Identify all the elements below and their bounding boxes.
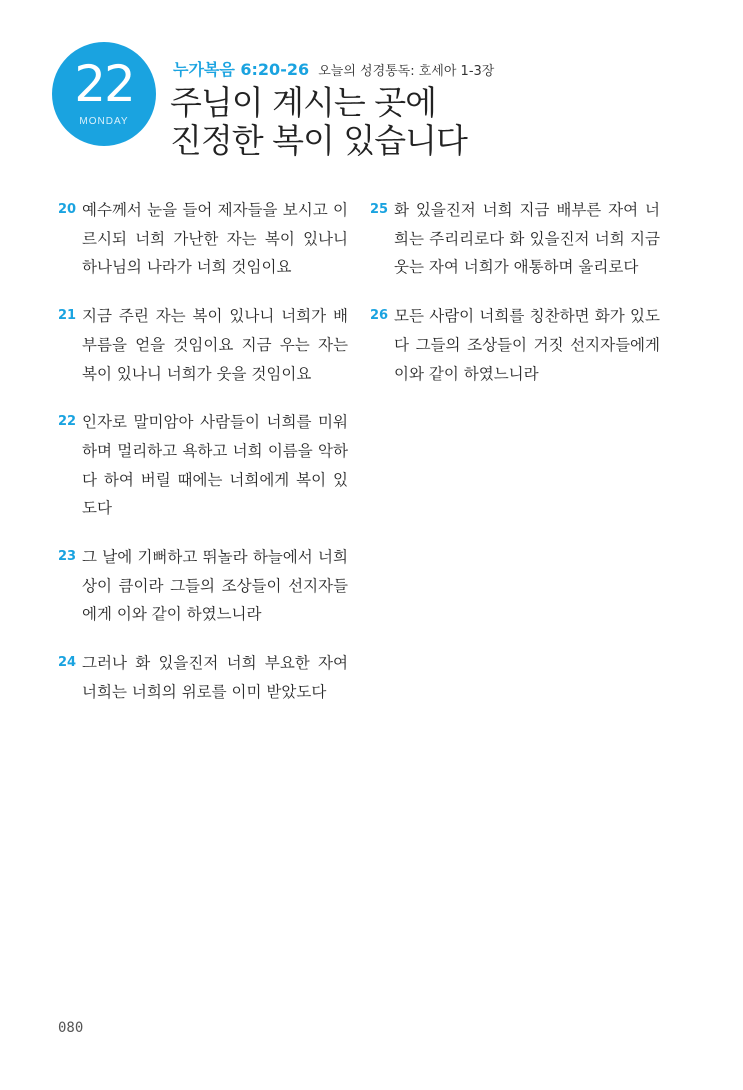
verse (58, 649, 348, 706)
page-title (170, 84, 467, 160)
verse (58, 302, 348, 388)
verse (370, 302, 660, 388)
verse-number: 21 (58, 308, 77, 324)
page-number: 080 (58, 1020, 84, 1036)
verse-text: 그러나 화 있을진저 너희 부요한 자여 너희는 너희의 위로를 이미 받았도다 (82, 654, 348, 701)
verse (58, 543, 348, 629)
passage-line (173, 58, 494, 84)
weekday-label: MONDAY (79, 116, 129, 127)
verse-text: 예수께서 눈을 들어 제자들을 보시고 이르시되 너희 가난한 자는 복이 있나니 하나님의 나라가 너희 것임이요 (82, 201, 348, 277)
verses-column-left (58, 196, 348, 727)
passage-reference: 누가복음 6:20-26 (173, 60, 310, 79)
verse (58, 196, 348, 282)
daily-reading: 오늘의 성경통독: 호세아 1-3장 (318, 64, 495, 79)
verse-text: 지금 주린 자는 복이 있나니 너희가 배부름을 얻을 것임이요 지금 우는 자는 복이 있나니 너희가 웃을 것임이요 (82, 307, 348, 383)
verse-number: 26 (370, 308, 389, 324)
title-line: 주님이 계시는 곳에 (170, 83, 437, 122)
day-number: 22 (74, 55, 134, 113)
verse-number: 25 (370, 202, 389, 217)
verse (58, 408, 348, 523)
date-badge (52, 42, 156, 146)
verse-text: 화 있을진저 너희 지금 배부른 자여 너희는 주리리로다 화 있을진저 너희 지금 웃는 자여 너희가 애통하며 울리로다 (394, 201, 660, 277)
verse-number: 24 (58, 655, 77, 671)
verses-column-right (370, 196, 660, 408)
verse-number: 23 (58, 549, 77, 565)
verse-number: 20 (58, 202, 77, 217)
verse-text: 인자로 말미암아 사람들이 너희를 미워하며 멀리하고 욕하고 너희 이름을 악하다 하여 버릴 때에는 너희에게 복이 있도다 (82, 413, 348, 518)
title-line: 진정한 복이 있습니다 (170, 121, 467, 160)
verse-text: 모든 사람이 너희를 칭찬하면 화가 있도다 그들의 조상들이 거짓 선지자들에게 이와 같이 하였느니라 (394, 307, 660, 383)
verse (370, 196, 660, 282)
verse-text: 그 날에 기뻐하고 뛰놀라 하늘에서 너희 상이 큼이라 그들의 조상들이 선지자들에게 이와 같이 하였느니라 (82, 548, 348, 624)
verse-number: 22 (58, 414, 77, 430)
